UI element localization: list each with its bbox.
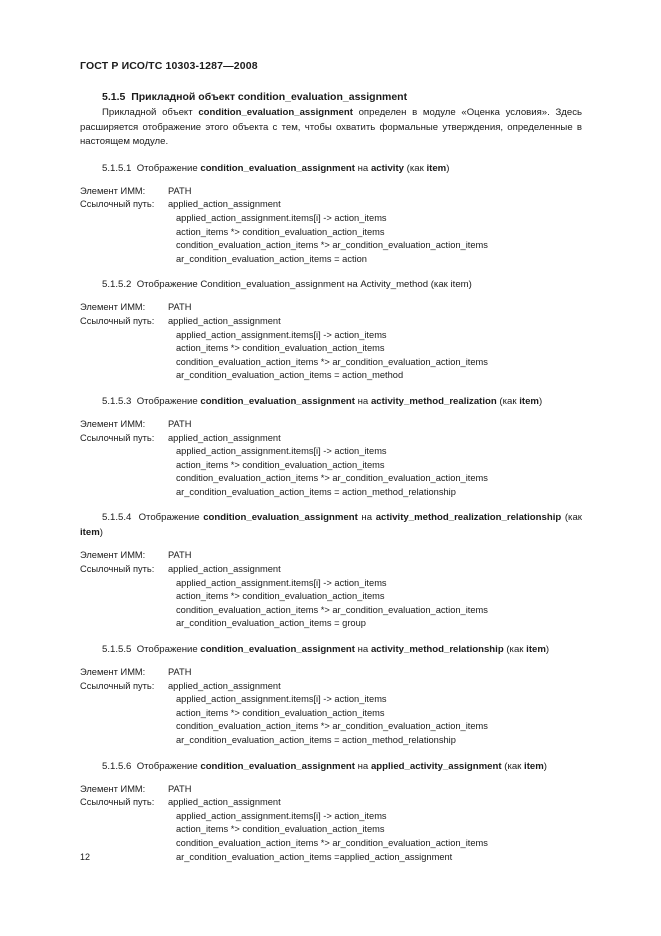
path-reference-row — [80, 563, 582, 577]
subsection-verb: Отображение — [136, 279, 201, 291]
path-element-row — [80, 185, 582, 199]
spacer — [80, 383, 582, 394]
intro-lead: Прикладной объект — [102, 107, 199, 118]
subsection-target-entity: applied_activity_assignment — [370, 760, 502, 772]
path-element-label: Элемент ИММ: — [80, 667, 146, 678]
path-element-value: PATH — [168, 185, 192, 196]
path-reference-row — [80, 198, 582, 212]
path-block-5.1.5.6 — [80, 783, 582, 865]
section-title-prefix: Прикладной объект — [131, 91, 238, 103]
path-element-label: Элемент ИММ: — [80, 302, 146, 313]
path-continuation-line: action_items *> condition_evaluation_action_items — [176, 459, 385, 470]
path-reference-value: applied_action_assignment — [168, 199, 281, 210]
path-continuation-line: action_items *> condition_evaluation_action_items — [176, 707, 385, 718]
subsection-conjunction: на — [344, 279, 361, 291]
subsection-source-entity: condition_evaluation_assignment — [200, 644, 355, 656]
subsection-heading-5.1.5.5 — [80, 642, 582, 657]
path-element-label: Элемент ИММ: — [80, 418, 146, 429]
path-continuation-line: action_items *> condition_evaluation_action_items — [176, 824, 385, 835]
path-element-row — [80, 666, 582, 680]
path-block-5.1.5.1 — [80, 185, 582, 267]
subsection-number: 5.1.5.1 — [102, 162, 132, 174]
path-reference-value: applied_action_assignment — [168, 680, 281, 691]
page-content — [80, 60, 582, 864]
path-block-5.1.5.4 — [80, 549, 582, 631]
path-reference-label: Ссылочный путь: — [80, 797, 155, 808]
subsection-as-open: (как — [503, 644, 527, 656]
subsection-as-close: ) — [468, 279, 472, 291]
subsection-as-close: ) — [543, 760, 547, 772]
subsection-number: 5.1.5.5 — [102, 644, 132, 656]
subsection-source-entity: condition_evaluation_assignment — [200, 395, 355, 407]
path-reference-row — [80, 680, 582, 694]
path-final-line: ar_condition_evaluation_action_items = action — [176, 253, 367, 264]
path-continuation-line: applied_action_assignment.items[i] -> action_items — [176, 446, 387, 457]
path-reference-label: Ссылочный путь: — [80, 199, 155, 210]
section-heading — [80, 90, 582, 105]
spacer — [80, 409, 582, 418]
subsection-number: 5.1.5.2 — [102, 279, 132, 291]
subsection-number: 5.1.5.4 — [102, 512, 132, 524]
path-final-line: ar_condition_evaluation_action_items = group — [176, 618, 366, 629]
path-element-label: Элемент ИММ: — [80, 550, 146, 561]
path-element-value: PATH — [168, 418, 192, 429]
path-element-row — [80, 783, 582, 797]
intro-entity: condition_evaluation_assignment — [198, 107, 353, 118]
path-continuation-line: action_items *> condition_evaluation_action_items — [176, 591, 385, 602]
subsection-as-item: item — [526, 644, 546, 656]
path-element-value: PATH — [168, 550, 192, 561]
path-reference-label: Ссылочный путь: — [80, 564, 155, 575]
path-continuation-line: applied_action_assignment.items[i] -> action_items — [176, 694, 387, 705]
path-continuation-line: applied_action_assignment.items[i] -> action_items — [176, 810, 387, 821]
subsection-verb: Отображение — [136, 760, 201, 772]
path-element-row — [80, 549, 582, 563]
path-continuation-line: applied_action_assignment.items[i] -> action_items — [176, 329, 387, 340]
subsection-as-item: item — [519, 395, 539, 407]
subsection-as-open: (как — [561, 512, 582, 524]
path-reference-value: applied_action_assignment — [168, 432, 281, 443]
subsection-as-item: item — [80, 527, 100, 539]
subsection-as-item: item — [524, 760, 544, 772]
path-continuation-line: condition_evaluation_action_items *> ar_condition_evaluation_action_items — [176, 721, 488, 732]
subsection-conjunction: на — [357, 512, 376, 524]
spacer — [80, 657, 582, 666]
subsection-conjunction: на — [354, 162, 371, 174]
path-continuation-line: applied_action_assignment.items[i] -> action_items — [176, 577, 387, 588]
path-continuation-line: action_items *> condition_evaluation_action_items — [176, 226, 385, 237]
path-continuation-line: condition_evaluation_action_items *> ar_condition_evaluation_action_items — [176, 356, 488, 367]
subsection-heading-5.1.5.4 — [80, 510, 582, 540]
path-final-line: ar_condition_evaluation_action_items = action_method — [176, 370, 404, 381]
path-element-label: Элемент ИММ: — [80, 783, 146, 794]
path-final-line: ar_condition_evaluation_action_items = action_method_relationship — [176, 486, 456, 497]
path-continuation-line: applied_action_assignment.items[i] -> action_items — [176, 212, 387, 223]
subsection-as-open: (как — [501, 760, 525, 772]
subsection-verb: Отображение — [138, 512, 204, 524]
spacer — [80, 540, 582, 549]
subsection-as-close: ) — [446, 162, 450, 174]
subsection-source-entity: condition_evaluation_assignment — [200, 760, 355, 772]
path-element-row — [80, 301, 582, 315]
subsection-heading-5.1.5.2 — [80, 277, 582, 292]
subsection-source-entity: condition_evaluation_assignment — [203, 512, 358, 524]
subsection-verb: Отображение — [136, 644, 201, 656]
path-continuation-line: condition_evaluation_action_items *> ar_condition_evaluation_action_items — [176, 604, 488, 615]
subsection-verb: Отображение — [136, 395, 201, 407]
subsection-as-open: (как — [496, 395, 520, 407]
path-reference-value: applied_action_assignment — [168, 797, 281, 808]
spacer-text — [131, 512, 138, 523]
subsection-heading-5.1.5.1 — [80, 161, 582, 176]
path-reference-row — [80, 315, 582, 329]
subsection-heading-5.1.5.3 — [80, 394, 582, 409]
subsection-heading-5.1.5.6 — [80, 759, 582, 774]
subsection-as-close: ) — [538, 395, 543, 407]
subsection-conjunction: на — [354, 760, 371, 772]
page-folio: 12 — [80, 852, 91, 862]
subsection-target-entity: activity_method_realization_relationship — [375, 512, 562, 524]
subsection-as-item: item — [450, 279, 469, 291]
spacer — [80, 150, 582, 161]
spacer — [80, 292, 582, 301]
intro-rest: определен в модуле «Оценка условия». Здесь расширяется отображение этого объекта с тем, чтобы охватить формальные утверждения, определенные в настоящем модуле. — [80, 107, 582, 148]
path-reference-row — [80, 796, 582, 810]
path-element-label: Элемент ИММ: — [80, 185, 146, 196]
subsection-as-close: ) — [99, 527, 103, 539]
path-element-value: PATH — [168, 302, 192, 313]
subsection-conjunction: на — [354, 644, 371, 656]
path-element-value: PATH — [168, 783, 192, 794]
spacer — [80, 499, 582, 510]
path-reference-row — [80, 432, 582, 446]
path-reference-label: Ссылочный путь: — [80, 432, 155, 443]
subsection-as-open: (как — [428, 279, 451, 291]
subsection-as-item: item — [426, 162, 447, 174]
spacer — [80, 748, 582, 759]
path-continuation-line: condition_evaluation_action_items *> ar_condition_evaluation_action_items — [176, 240, 488, 251]
subsection-target-entity: activity_method_realization — [370, 395, 497, 407]
spacer — [80, 266, 582, 277]
path-reference-label: Ссылочный путь: — [80, 680, 155, 691]
subsection-conjunction: на — [354, 395, 371, 407]
subsection-number: 5.1.5.3 — [102, 395, 132, 407]
subsection-target-entity: Activity_method — [360, 279, 429, 291]
running-header: ГОСТ Р ИСО/ТС 10303-1287—2008 — [80, 60, 258, 72]
path-reference-value: applied_action_assignment — [168, 564, 281, 575]
subsection-number: 5.1.5.6 — [102, 760, 132, 772]
path-continuation-line: action_items *> condition_evaluation_action_items — [176, 343, 385, 354]
subsection-list — [80, 150, 582, 864]
subsection-as-open: (как — [404, 162, 427, 174]
subsection-verb: Отображение — [136, 162, 201, 174]
subsection-source-entity: condition_evaluation_assignment — [200, 162, 355, 174]
section-number: 5.1.5 — [102, 91, 126, 103]
path-reference-value: applied_action_assignment — [168, 315, 281, 326]
path-element-value: PATH — [168, 667, 192, 678]
subsection-target-entity: activity_method_relationship — [370, 644, 504, 656]
section-title-entity: condition_evaluation_assignment — [237, 91, 408, 103]
path-block-5.1.5.2 — [80, 301, 582, 383]
path-continuation-line: condition_evaluation_action_items *> ar_condition_evaluation_action_items — [176, 473, 488, 484]
path-block-5.1.5.3 — [80, 418, 582, 500]
path-final-line: ar_condition_evaluation_action_items = action_method_relationship — [176, 735, 456, 745]
spacer — [80, 176, 582, 185]
path-continuation-line: condition_evaluation_action_items *> ar_condition_evaluation_action_items — [176, 837, 488, 848]
subsection-as-close: ) — [545, 644, 550, 656]
spacer — [80, 631, 582, 642]
path-reference-label: Ссылочный путь: — [80, 315, 155, 326]
section-intro-paragraph — [80, 106, 582, 150]
path-element-row — [80, 418, 582, 432]
subsection-target-entity: activity — [370, 162, 405, 174]
spacer — [80, 774, 582, 783]
path-block-5.1.5.5 — [80, 666, 582, 748]
subsection-source-entity: Condition_evaluation_assignment — [200, 279, 345, 291]
path-final-line: ar_condition_evaluation_action_items =applied_action_assignment — [176, 851, 453, 862]
